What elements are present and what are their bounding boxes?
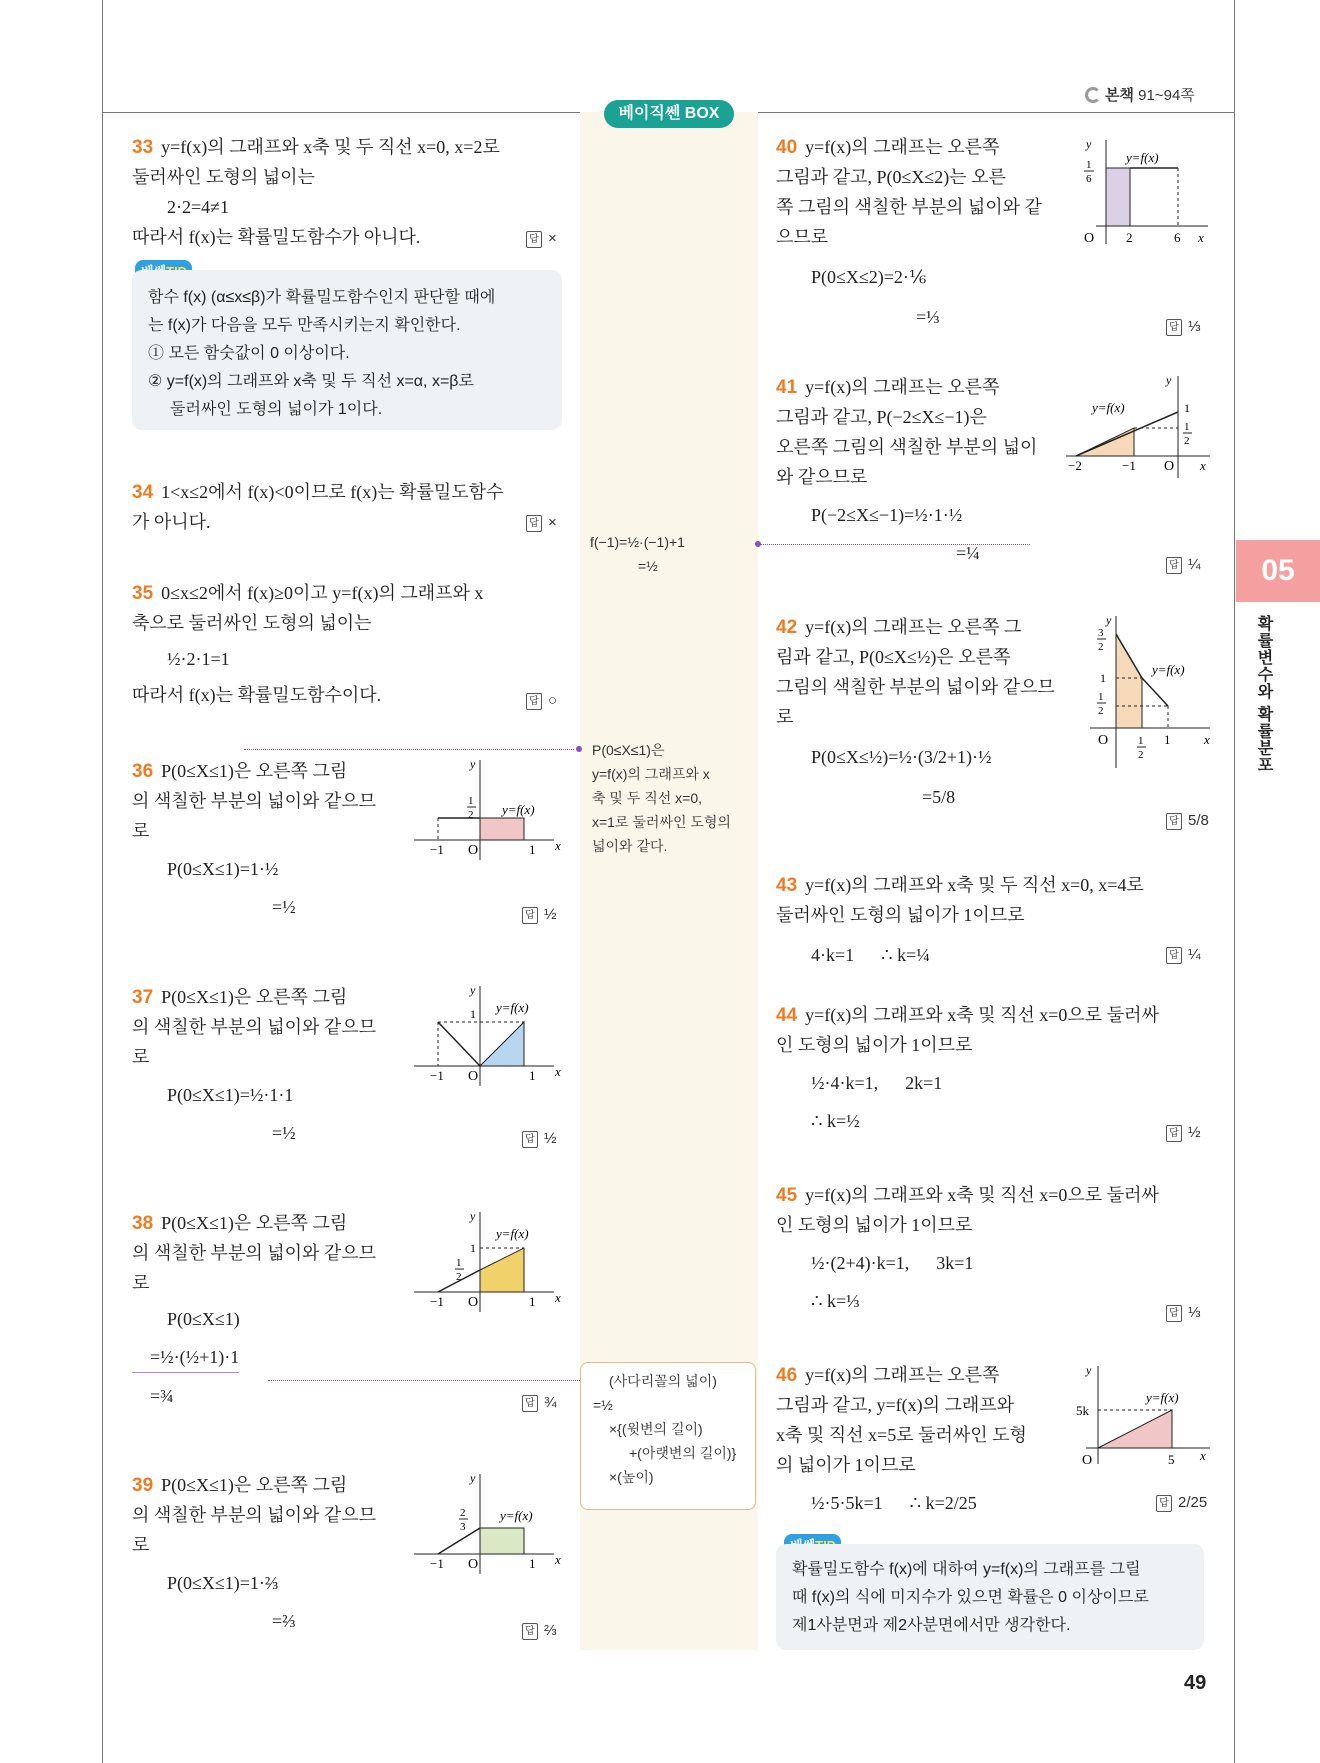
problem-number: 44 [776,1005,798,1026]
answer-mark-icon: 답 [522,1623,538,1640]
problem-number: 34 [132,482,154,503]
tick-label: 5k [1076,1403,1089,1418]
tick-label: 1 [1164,732,1171,747]
y-axis-label: y [1086,137,1092,151]
connector-line [268,1380,580,1381]
graph-40 [1066,132,1216,252]
problem-line: 의 넓이가 1이므로 [776,1455,916,1475]
origin-label: O [1082,1453,1093,1468]
problem-line: 둘러싸인 도형의 넓이가 1이므로 [776,905,1025,925]
problem-equation: P(0≤X≤2)=2·⅙ [811,267,927,287]
answer-mark-icon: 답 [526,515,542,532]
y-axis-label: y [1166,373,1172,387]
problem-line: 의 색칠한 부분의 넓이와 같으므 [132,791,377,811]
function-label: y=f(x) [496,1000,529,1015]
box-note-2 [592,738,731,858]
problem-line: 따라서 f(x)는 확률밀도함수가 아니다. [132,227,421,247]
tick-label: 1 [529,842,536,857]
page-number: 49 [1184,1672,1207,1694]
problem-number: 46 [776,1365,798,1386]
answer-mark-icon: 답 [1166,319,1182,336]
tick-label: 1 [1184,421,1190,433]
x-axis-label: x [1198,230,1204,245]
problem-line: x축 및 직선 x=5로 둘러싸인 도형 [776,1425,1027,1445]
problem-line: 1<x≤2에서 f(x)<0이므로 f(x)는 확률밀도함수 [161,482,504,502]
tick-label: −1 [430,1294,444,1309]
box-note-3 [580,1362,756,1510]
answer-44 [1166,1124,1201,1142]
tip-line: 둘러싸인 도형의 넓이가 1이다. [170,401,383,418]
answer-40 [1166,318,1201,336]
answer-mark-icon: 답 [1166,557,1182,574]
tip-line: 함수 f(x) (α≤x≤β)가 확률밀도함수인지 판단할 때에 [148,289,496,306]
answer-mark-icon: 답 [522,907,538,924]
problem-equation: =½ [272,1123,296,1143]
problem-line: y=f(x)의 그래프는 오른쪽 [805,137,1000,157]
problem-line: 의 색칠한 부분의 넓이와 같으므 [132,1017,377,1037]
graph-37 [412,982,562,1090]
tick-label: 2 [1098,641,1104,653]
problem-equation: ∴ k=½ [811,1111,860,1131]
note-line: ×{(윗변의 길이) [609,1421,703,1437]
y-axis-label: y [1086,1363,1092,1377]
answer-46 [1156,1494,1207,1512]
tip-line: 때 f(x)의 식에 미지수가 있으면 확률은 0 이상이므로 [792,1589,1149,1606]
shaded-region [1106,168,1130,226]
function-label: y=f(x) [502,802,535,817]
shaded-region [480,1248,524,1292]
problem-34 [132,477,503,537]
tick-label: 1 [456,1257,462,1269]
tick-label: 6 [1174,230,1181,245]
function-label: y=f(x) [1152,662,1185,677]
tip-box-1 [132,270,562,430]
answer-43 [1166,946,1201,964]
x-axis-label: x [555,1290,561,1305]
tick-label: 1 [529,1294,536,1309]
function-label: y=f(x) [496,1226,529,1241]
origin-label: O [468,1557,479,1572]
answer-42 [1166,812,1209,830]
tick-label: 1 [529,1068,536,1083]
origin-label: O [1098,733,1109,748]
problem-number: 41 [776,377,798,398]
problem-37 [132,982,402,1148]
x-axis-label: x [1204,732,1210,747]
problem-equation: =¾ [150,1386,174,1406]
problem-line: 로 [132,1047,150,1067]
problem-line: 쪽 그림의 색칠한 부분의 넓이와 같 [776,197,1042,217]
origin-label: O [468,1295,479,1310]
answer-41 [1166,556,1201,574]
note-line: f(−1)=½·(−1)+1 [590,534,685,550]
answer-value: 5/8 [1188,812,1209,829]
chapter-tab: 05 [1236,540,1320,602]
note-line: =½ [638,558,658,574]
problem-equation: ½·5·5k=1 ∴ k=2/25 [811,1493,977,1513]
problem-equation: P(0≤X≤½)=½·(3/2+1)·½ [811,747,992,767]
answer-value: ¾ [544,1394,557,1411]
note-line: 축 및 두 직선 x=0, [592,790,703,806]
note-line: x=1로 둘러싸인 도형의 [592,814,731,830]
note-line: ×(높이) [609,1469,654,1485]
function-label: y=f(x) [1126,150,1159,165]
book-reference [1085,84,1195,105]
x-axis-label: x [555,1552,561,1567]
tick-label: −1 [1122,458,1136,473]
problem-line: 그림과 같고, P(−2≤X≤−1)은 [776,407,987,427]
problem-line: P(0≤X≤1)은 오른쪽 그림 [161,987,348,1007]
problem-line: y=f(x)의 그래프와 x축 및 두 직선 x=0, x=2로 [161,137,500,157]
tip-line: ① 모든 함숫값이 0 이상이다. [148,345,350,362]
answer-mark-icon: 답 [1166,947,1182,964]
tick-label: −1 [430,1068,444,1083]
answer-45 [1166,1304,1201,1322]
problem-line: 으므로 [776,227,829,247]
problem-line: P(0≤X≤1)은 오른쪽 그림 [161,1213,348,1233]
tick-label: 1 [1100,671,1106,685]
problem-line: 로 [132,821,150,841]
problem-36 [132,756,402,922]
answer-mark-icon: 답 [526,231,542,248]
tick-label: 2 [1184,435,1190,447]
ref-label: 본책 [1105,87,1134,104]
tick-label: 6 [1086,173,1092,185]
problem-number: 36 [132,761,154,782]
tick-label: 1 [1184,401,1190,415]
tip-box-2 [776,1544,1204,1650]
x-axis-label: x [555,838,561,853]
problem-equation: ½·(2+4)·k=1, 3k=1 [811,1253,974,1273]
answer-value: ⅓ [1188,318,1201,335]
problem-line: 인 도형의 넓이가 1이므로 [776,1215,973,1235]
answer-38 [522,1394,557,1412]
tick-label: 2 [1126,230,1133,245]
problem-line: 인 도형의 넓이가 1이므로 [776,1035,973,1055]
page-border-left [102,0,103,1763]
shaded-region [480,818,524,840]
answer-value: ½ [544,906,557,923]
problem-39 [132,1470,402,1636]
problem-35 [132,578,483,710]
answer-mark-icon: 답 [522,1395,538,1412]
tip-line: 제1사분면과 제2사분면에서만 생각한다. [792,1617,1071,1634]
problem-41 [776,372,1056,568]
tick-label: 2 [456,1271,462,1283]
connector-dot [576,746,582,752]
problem-line: 0≤x≤2에서 f(x)≥0이고 y=f(x)의 그래프와 x [161,583,484,603]
page-border-right [1234,0,1235,1763]
answer-37 [522,1130,557,1148]
problem-line: 로 [132,1273,150,1293]
problem-line: 림과 같고, P(0≤X≤½)은 오른쪽 [776,647,1011,667]
reference-icon [1085,87,1101,103]
answer-value: ⅔ [544,1622,557,1639]
problem-33 [132,132,500,252]
graph-38 [412,1208,562,1316]
function-line [438,1022,480,1066]
tick-label: 1 [1086,159,1092,171]
answer-36 [522,906,557,924]
problem-40 [776,132,1056,332]
answer-33 [526,230,557,248]
note-line: +(아랫변의 길이)} [629,1445,737,1461]
x-axis-label: x [1200,1448,1206,1463]
answer-value: ½ [544,1130,557,1147]
shaded-region [480,1528,524,1554]
answer-mark-icon: 답 [526,693,542,710]
note-line: 넓이와 같다. [592,838,668,854]
graph-39 [412,1470,562,1578]
origin-label: O [468,1069,479,1084]
shaded-region [480,1022,524,1066]
tip-line: 는 f(x)가 다음을 모두 만족시키는지 확인한다. [148,317,461,334]
problem-number: 42 [776,617,798,638]
tip-line: 확률밀도함수 f(x)에 대하여 y=f(x)의 그래프를 그릴 [792,1561,1141,1578]
graph-36 [412,756,562,864]
problem-equation: P(0≤X≤1) [167,1309,240,1329]
problem-equation: =½ [272,897,296,917]
problem-equation: =⅔ [272,1611,296,1631]
problem-equation: P(0≤X≤1)=1·⅔ [167,1573,279,1593]
problem-equation: P(−2≤X≤−1)=½·1·½ [811,505,963,525]
function-label: y=f(x) [1092,400,1125,415]
problem-line: 와 같으므로 [776,467,868,487]
note-line: P(0≤X≤1)은 [592,742,665,758]
problem-line: 로 [776,707,794,727]
problem-equation: 4·k=1 ∴ k=¼ [811,945,930,965]
graph-42 [1086,612,1216,772]
y-axis-label: y [470,983,476,997]
y-axis-label: y [470,1209,476,1223]
note-line: =½ [593,1397,613,1413]
answer-mark-icon: 답 [1156,1495,1172,1512]
tick-label: 2 [1138,749,1144,761]
note-line: (사다리꼴의 넓이) [609,1373,717,1389]
problem-equation: P(0≤X≤1)=½·1·1 [167,1085,294,1105]
origin-label: O [468,843,479,858]
problem-line: y=f(x)의 그래프는 오른쪽 [805,377,1000,397]
problem-line: 그림과 같고, y=f(x)의 그래프와 [776,1395,1015,1415]
problem-number: 40 [776,137,798,158]
tick-label: 2 [460,1507,466,1519]
problem-line: 로 [132,1535,150,1555]
tick-label: 1 [468,795,474,807]
problem-equation: ½·2·1=1 [167,649,230,669]
tick-label: 5 [1168,1452,1175,1467]
answer-value: 2/25 [1178,1494,1208,1511]
problem-42 [776,612,1066,812]
tick-label: 1 [529,1556,536,1571]
answer-mark-icon: 답 [1166,1305,1182,1322]
problem-equation: P(0≤X≤1)=1·½ [167,859,279,879]
graph-46 [1066,1360,1216,1470]
problem-line: 축으로 둘러싸인 도형의 넓이는 [132,613,372,633]
problem-equation: =¼ [956,543,980,563]
problem-equation: ½·4·k=1, 2k=1 [811,1073,943,1093]
tick-label: −1 [430,1556,444,1571]
tick-label: −1 [430,842,444,857]
problem-line: 오른쪽 그림의 색칠한 부분의 넓이 [776,437,1038,457]
problem-44 [776,1000,1159,1136]
x-axis-label: x [1200,458,1206,473]
problem-number: 39 [132,1475,154,1496]
problem-equation: 2·2=4≠1 [167,197,230,217]
y-axis-label: y [1106,613,1112,627]
y-axis-label: y [470,757,476,771]
tick-label: 1 [470,1241,476,1255]
problem-line: 둘러싸인 도형의 넓이는 [132,167,315,187]
problem-46 [776,1360,1066,1518]
problem-line: 의 색칠한 부분의 넓이와 같으므 [132,1505,377,1525]
problem-45 [776,1180,1159,1316]
answer-mark-icon: 답 [1166,1125,1182,1142]
answer-mark-icon: 답 [522,1131,538,1148]
answer-value: ⅓ [1188,1304,1201,1321]
problem-line: y=f(x)의 그래프는 오른쪽 그 [805,617,1022,637]
problem-line: y=f(x)의 그래프는 오른쪽 [805,1365,1000,1385]
y-axis-label: y [470,1471,476,1485]
answer-39 [522,1622,557,1640]
shaded-region [1098,1410,1172,1448]
tick-label: 1 [1098,691,1104,703]
answer-value: × [548,230,557,247]
function-line [1142,678,1168,706]
tick-label: 2 [1098,705,1104,717]
problem-equation: =½·(½+1)·1 [132,1342,239,1373]
problem-line: P(0≤X≤1)은 오른쪽 그림 [161,1475,348,1495]
problem-number: 37 [132,987,154,1008]
answer-value: ¼ [1188,556,1201,573]
answer-mark-icon: 답 [1166,813,1182,830]
problem-equation: ∴ k=⅓ [811,1291,860,1311]
origin-label: O [1164,459,1175,474]
origin-label: O [1084,231,1095,246]
box-note-1 [590,530,685,578]
problem-line: 가 아니다. [132,512,211,532]
function-line [438,1528,480,1554]
problem-equation: =⅓ [916,307,940,327]
connector-line [244,749,574,750]
problem-number: 33 [132,137,154,158]
tick-label: 2 [468,809,474,821]
answer-value: ○ [548,692,558,709]
tick-label: −2 [1068,458,1082,473]
problem-line: 의 색칠한 부분의 넓이와 같으므 [132,1243,377,1263]
basic-box-label: 베이직쎈 BOX [604,100,734,128]
answer-34 [526,514,557,532]
function-label: y=f(x) [1146,1390,1179,1405]
problem-line: 따라서 f(x)는 확률밀도함수이다. [132,685,382,705]
problem-number: 45 [776,1185,798,1206]
function-label: y=f(x) [500,1508,533,1523]
problem-line: P(0≤X≤1)은 오른쪽 그림 [161,761,348,781]
answer-35 [526,692,557,710]
problem-number: 38 [132,1213,154,1234]
x-axis-label: x [555,1064,561,1079]
problem-line: 그림의 색칠한 부분의 넓이와 같으므 [776,677,1055,697]
problem-line: y=f(x)의 그래프와 x축 및 직선 x=0으로 둘러싸 [805,1005,1159,1025]
shaded-region [1116,634,1142,728]
tick-label: 3 [1098,627,1104,639]
problem-line: y=f(x)의 그래프와 x축 및 직선 x=0으로 둘러싸 [805,1185,1159,1205]
problem-line: y=f(x)의 그래프와 x축 및 두 직선 x=0, x=4로 [805,875,1144,895]
answer-value: ¼ [1188,946,1201,963]
problem-equation: =5/8 [922,787,956,807]
problem-line: 그림과 같고, P(0≤X≤2)는 오른 [776,167,1006,187]
tick-label: 1 [1138,735,1144,747]
problem-number: 35 [132,583,154,604]
ref-pages: 91~94쪽 [1138,87,1195,104]
tick-label: 1 [470,1007,476,1021]
answer-value: × [548,514,557,531]
graph-41 [1066,372,1216,482]
problem-43 [776,870,1144,970]
note-line: y=f(x)의 그래프와 x [592,766,710,782]
problem-number: 43 [776,875,798,896]
tick-label: 3 [460,1521,466,1533]
chapter-title: 확률변수와 확률분포 [1255,615,1272,774]
tip-line: ② y=f(x)의 그래프와 x축 및 두 직선 x=α, x=β로 [148,373,474,390]
answer-value: ½ [1188,1124,1201,1141]
